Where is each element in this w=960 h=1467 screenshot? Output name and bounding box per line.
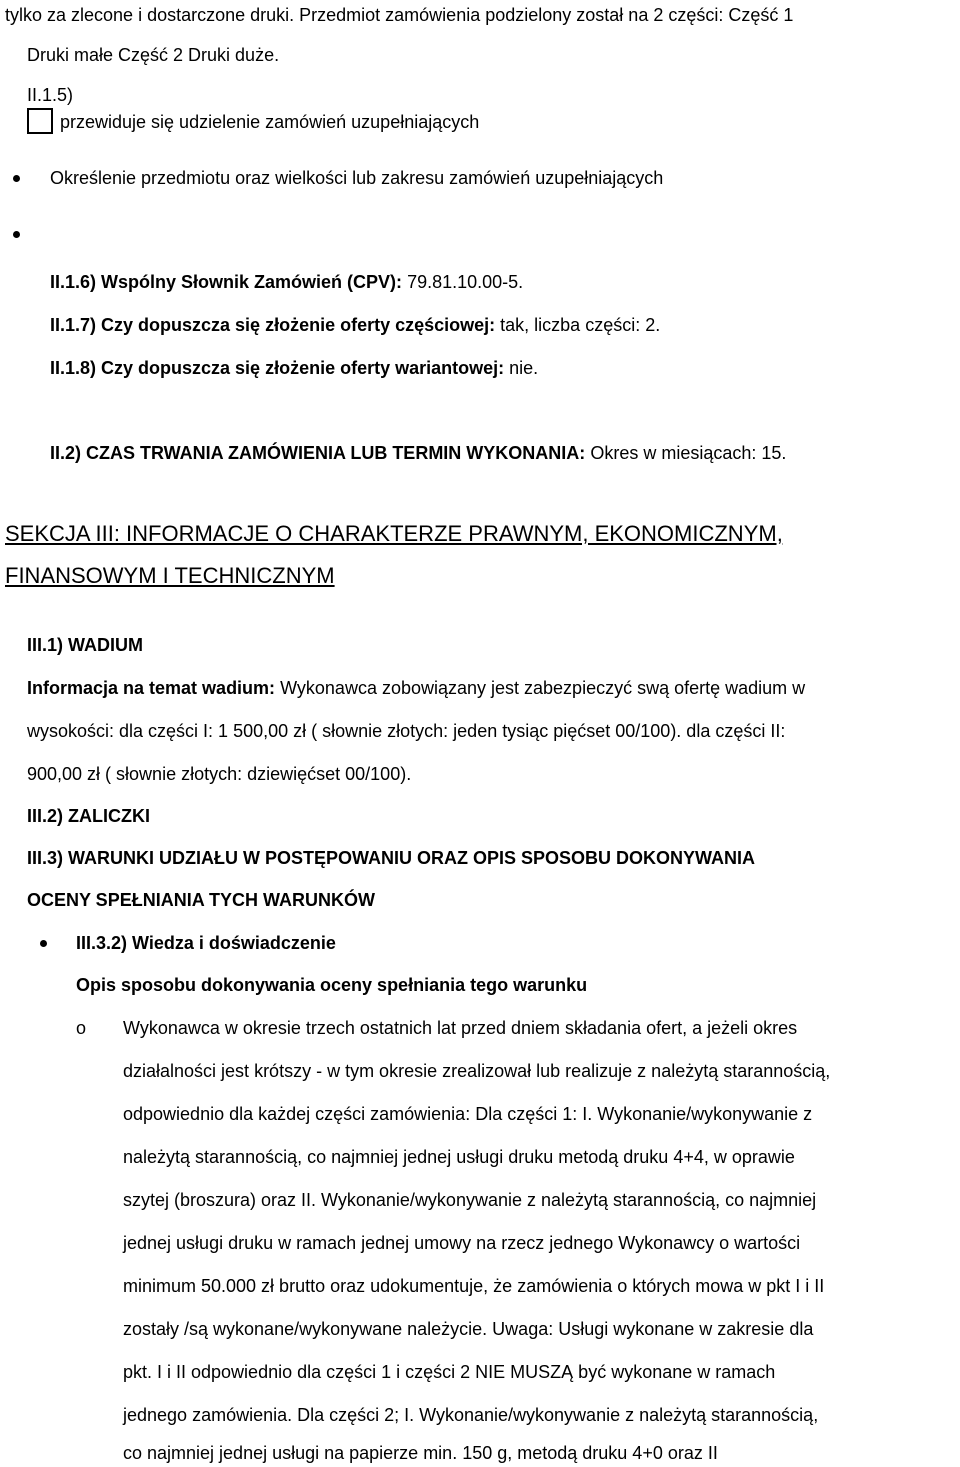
intro-line-1: tylko za zlecone i dostarczone druki. Przedmiot zamówienia podzielony został na 2 części: Część 1 [5,5,794,25]
duration-line [50,442,786,464]
cpv-value: 79.81.10.00-5. [407,272,524,292]
condition-line: pkt. I i II odpowiednio dla części 1 i części 2 NIE MUSZĄ być wykonane w ramach [123,1362,776,1382]
wadium-text: Wykonawca zobowiązany jest zabezpieczyć swą ofertę wadium w [280,678,806,698]
bullet-icon [13,231,20,238]
wadium-line-1 [27,677,805,699]
bullet-icon [40,940,47,947]
condition-line: minimum 50.000 zł brutto oraz udokumentuje, że zamówienia o których mowa w pkt I i II [123,1276,825,1296]
variant-offer-label: II.1.8) Czy dopuszcza się złożenie oferty wariantowej: [50,358,505,378]
experience-heading: III.3.2) Wiedza i doświadczenie [76,933,336,953]
condition-line: szytej (broszura) oraz II. Wykonanie/wykonywanie z należytą starannością, co najmniej [123,1190,817,1210]
checkbox[interactable] [27,108,53,134]
condition-line: zostały /są wykonane/wykonywane należycie. Uwaga: Usługi wykonane w zakresie dla [123,1319,814,1339]
circle-bullet-icon: o [76,1018,87,1038]
condition-line: odpowiednio dla każdej części zamówienia: Dla części 1: I. Wykonanie/wykonywanie z [123,1104,813,1124]
section-3-title-line-2: FINANSOWYM I TECHNICZNYM [5,563,335,588]
condition-line: jednej usługi druku w ramach jednej umowy na rzecz jednego Wykonawcy o wartości [123,1233,801,1253]
section-3-title-line-1: SEKCJA III: INFORMACJE O CHARAKTERZE PRAWNYM, EKONOMICZNYM, [5,521,783,546]
section-heading-ii-1-5: II.1.5) [27,85,74,105]
wadium-heading: III.1) WADIUM [27,635,143,655]
duration-value: Okres w miesiącach: 15. [590,443,787,463]
condition-line: należytą starannością, co najmniej jednej usługi druku metodą druku 4+4, w oprawie [123,1147,795,1167]
duration-label: II.2) CZAS TRWANIA ZAMÓWIENIA LUB TERMIN WYKONANIA: [50,443,586,463]
condition-line: co najmniej jednej usługi na papierze min. 150 g, metodą druku 4+0 oraz II [123,1443,718,1463]
conditions-heading-line-1: III.3) WARUNKI UDZIAŁU W POSTĘPOWANIU ORAZ OPIS SPOSOBU DOKONYWANIA [27,848,756,868]
condition-line: jednego zamówienia. Dla części 2; I. Wykonanie/wykonywanie z należytą starannością, [123,1405,819,1425]
bullet-icon [13,175,20,182]
intro-line-2: Druki małe Część 2 Druki duże. [27,45,280,65]
condition-line: działalności jest krótszy - w tym okresie zrealizował lub realizuje z należytą starannością, [123,1061,831,1081]
cpv-line [50,271,523,293]
condition-line: Wykonawca w okresie trzech ostatnich lat przed dniem składania ofert, a jeżeli okres [123,1018,798,1038]
variant-offer-line [50,357,538,379]
partial-offer-value: tak, liczba części: 2. [500,315,661,335]
checkbox-label: przewiduje się udzielenie zamówień uzupełniających [60,112,480,132]
assessment-subheading: Opis sposobu dokonywania oceny spełniania tego warunku [76,975,588,995]
zaliczki-heading: III.2) ZALICZKI [27,806,150,826]
wadium-line-2: wysokości: dla części I: 1 500,00 zł ( słownie złotych: jeden tysiąc pięćset 00/100). dla części II: [27,721,786,741]
wadium-line-3: 900,00 zł ( słownie złotych: dziewięćset 00/100). [27,764,412,784]
conditions-heading-line-2: OCENY SPEŁNIANIA TYCH WARUNKÓW [27,890,376,910]
partial-offer-line [50,314,660,336]
variant-offer-value: nie. [509,358,539,378]
cpv-label: II.1.6) Wspólny Słownik Zamówień (CPV): [50,272,403,292]
wadium-label: Informacja na temat wadium: [27,678,276,698]
bullet-item-text: Określenie przedmiotu oraz wielkości lub zakresu zamówień uzupełniających [50,168,664,188]
partial-offer-label: II.1.7) Czy dopuszcza się złożenie oferty częściowej: [50,315,496,335]
